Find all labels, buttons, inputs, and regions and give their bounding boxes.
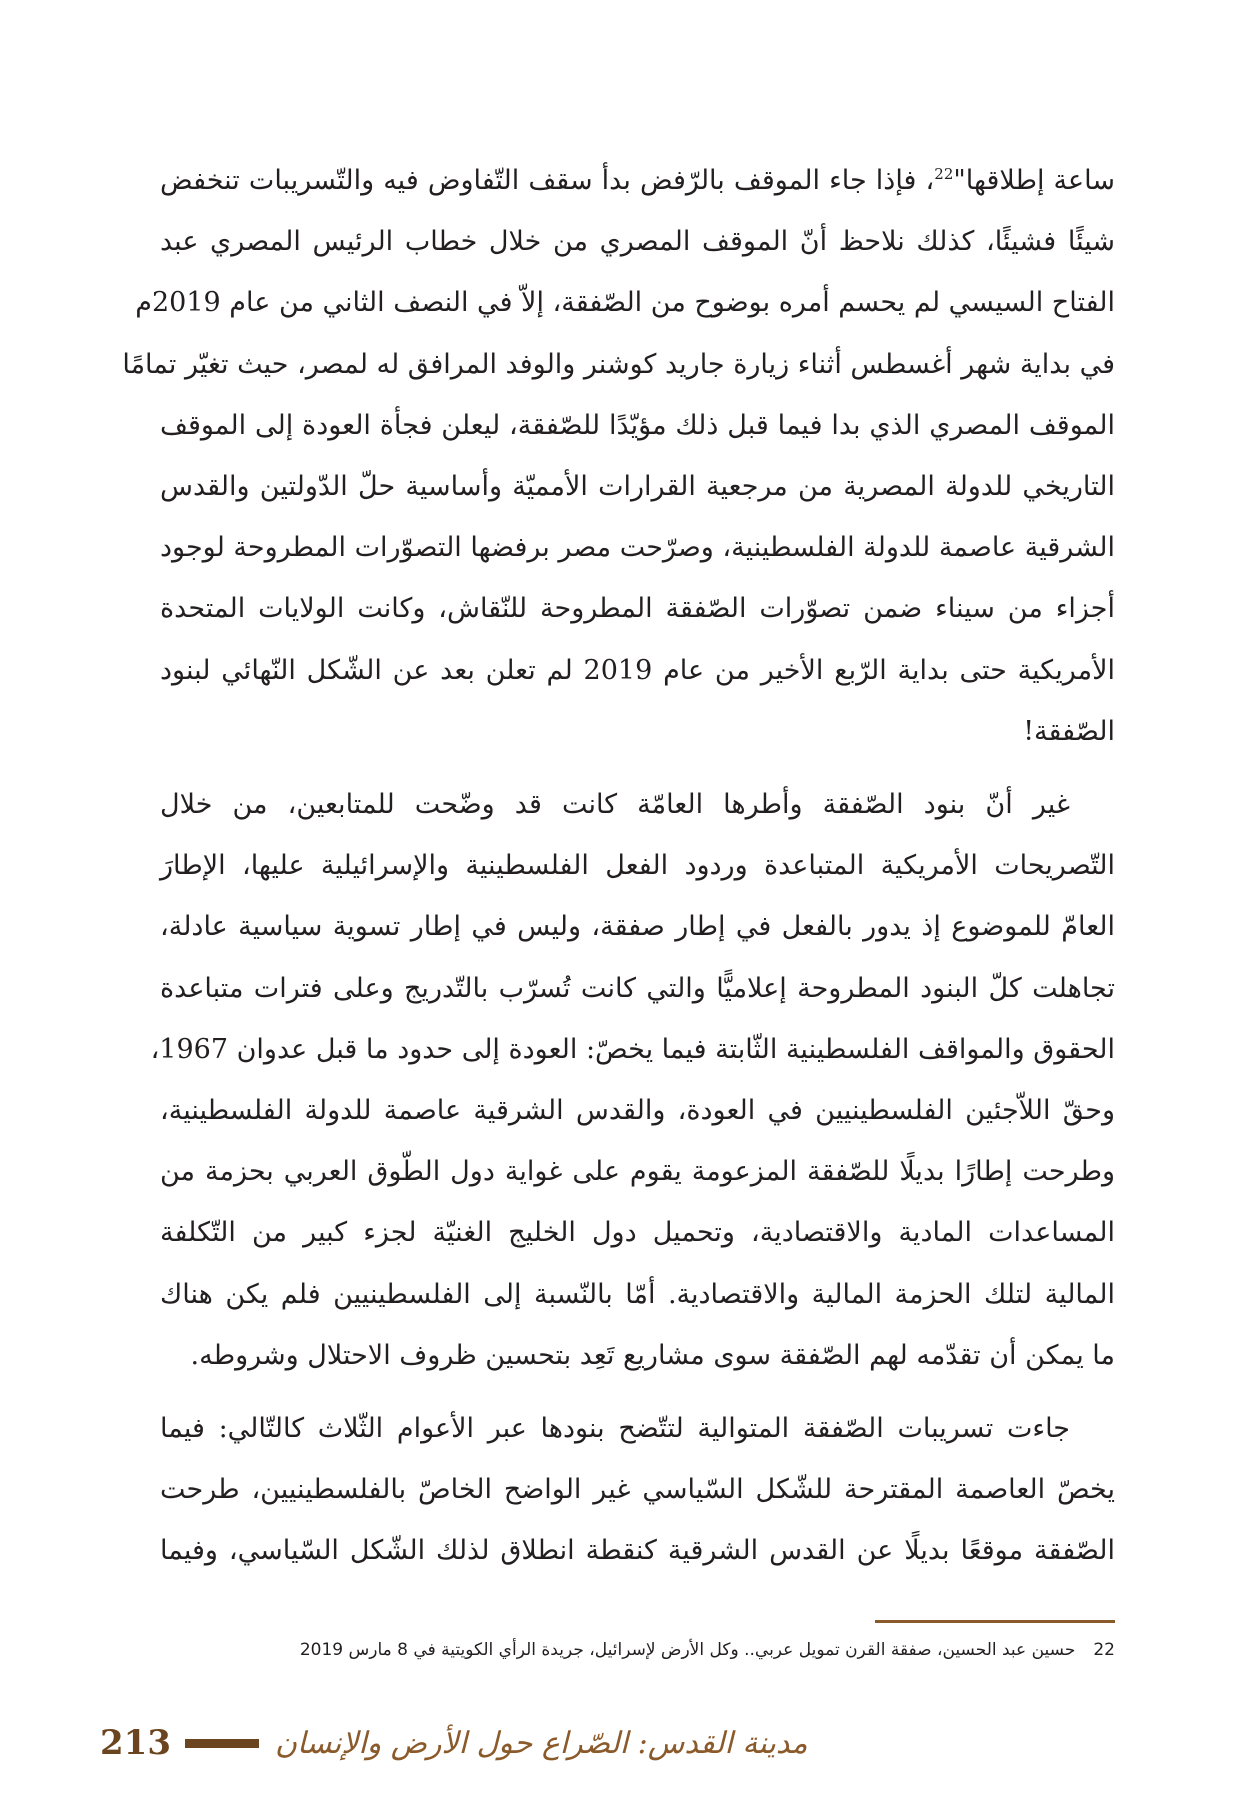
text-line: وحقّ اللاّجئين الفلسطينيين في العودة، والقدس الشرقية عاصمة للدولة الفلسطينية، (160, 1095, 1115, 1127)
text-line: العامّ للموضوع إذ يدور بالفعل في إطار صفقة، وليس في إطار تسوية سياسية عادلة، (160, 911, 1115, 943)
text-line: جاءت تسريبات الصّفقة المتوالية لتتّضح بنودها عبر الأعوام الثّلاث كالتّالي: فيما (160, 1413, 1070, 1445)
text-line: الفتاح السيسي لم يحسم أمره بوضوح من الصّفقة، إلاّ في النصف الثاني من عام 2019م (135, 287, 1115, 319)
text-line: غير أنّ بنود الصّفقة وأطرها العامّة كانت قد وضّحت للمتابعين، من خلال (160, 789, 1070, 821)
text-line: يخصّ العاصمة المقترحة للشّكل السّياسي غير الواضح الخاصّ بالفلسطينيين، طرحت (160, 1474, 1115, 1506)
text-line: الموقف المصري الذي بدا فيما قبل ذلك مؤيّدًا للصّفقة، ليعلن فجأة العودة إلى الموقف (160, 409, 1115, 441)
text-line: شيئًا فشيئًا، كذلك نلاحظ أنّ الموقف المصري من خلال خطاب الرئيس المصري عبد (160, 226, 1115, 258)
text-line: ما يمكن أن تقدّمه لهم الصّفقة سوى مشاريع تَعِد بتحسين ظروف الاحتلال وشروطه. (190, 1339, 1115, 1371)
footnote-text: حسين عبد الحسين، صفقة القرن تمويل عربي.. وكل الأرض لإسرائيل، جريدة الرأي الكويتية في 8 مارس 2019 (299, 1640, 1076, 1660)
footer-divider-bar (185, 1739, 259, 1748)
text-line: الصّفقة! (1023, 715, 1115, 747)
footnote-divider (875, 1620, 1115, 1623)
text-line: في بداية شهر أغسطس أثناء زيارة جاريد كوشنر والوفد المرافق له لمصر، حيث تغيّر تمامًا (122, 348, 1115, 380)
text-line: أجزاء من سيناء ضمن تصوّرات الصّفقة المطروحة للنّقاش، وكانت الولايات المتحدة (160, 593, 1115, 625)
text-line: الشرقية عاصمة للدولة الفلسطينية، وصرّحت مصر برفضها التصوّرات المطروحة لوجود (160, 532, 1115, 564)
text-line: التاريخي للدولة المصرية من مرجعية القرارات الأمميّة وأساسية حلّ الدّولتين والقدس (160, 471, 1115, 503)
page-number: 213 (100, 1723, 171, 1763)
text-line: التّصريحات الأمريكية المتباعدة وردود الفعل الفلسطينية والإسرائيلية عليها، الإطارَ (160, 850, 1115, 882)
text-line: وطرحت إطارًا بديلًا للصّفقة المزعومة يقوم على غواية دول الطّوق العربي بحزمة من (160, 1156, 1115, 1188)
paragraph-1 (122, 150, 1115, 762)
paragraph-2 (150, 774, 1116, 1386)
text-line: تجاهلت كلّ البنود المطروحة إعلاميًّا والتي كانت تُسرّب بالتّدريج وعلى فترات متباعدة (160, 972, 1116, 1004)
footnote-number: 22 (1093, 1640, 1115, 1660)
book-title: مدينة القدس: الصّراع حول الأرض والإنسان (274, 1725, 808, 1761)
footnote (160, 1637, 1115, 1663)
body-text (122, 150, 1116, 1594)
text-line: الأمريكية حتى بداية الرّبع الأخير من عام 2019 لم تعلن بعد عن الشّكل النّهائي لبنود (160, 654, 1115, 686)
text-line: الحقوق والمواقف الفلسطينية الثّابتة فيما يخصّ: العودة إلى حدود ما قبل عدوان 1967، (150, 1033, 1115, 1065)
running-footer (100, 1718, 808, 1768)
text-line: الصّفقة موقعًا بديلًا عن القدس الشرقية كنقطة انطلاق لذلك الشّكل السّياسي، وفيما (160, 1535, 1115, 1567)
paragraph-3 (160, 1398, 1115, 1582)
text-segment: ساعة إطلاقها" (953, 165, 1115, 196)
text-line: المالية لتلك الحزمة المالية والاقتصادية. أمّا بالنّسبة إلى الفلسطينيين فلم يكن هناك (160, 1278, 1115, 1310)
text-segment: ، فإذا جاء الموقف بالرّفض بدأ سقف التّفاوض فيه والتّسريبات تنخفض (160, 165, 935, 196)
footnote-reference: 22 (934, 165, 954, 183)
text-line: المساعدات المادية والاقتصادية، وتحميل دول الخليج الغنيّة لجزء كبير من التّكلفة (160, 1217, 1115, 1249)
text-line (160, 150, 1115, 211)
